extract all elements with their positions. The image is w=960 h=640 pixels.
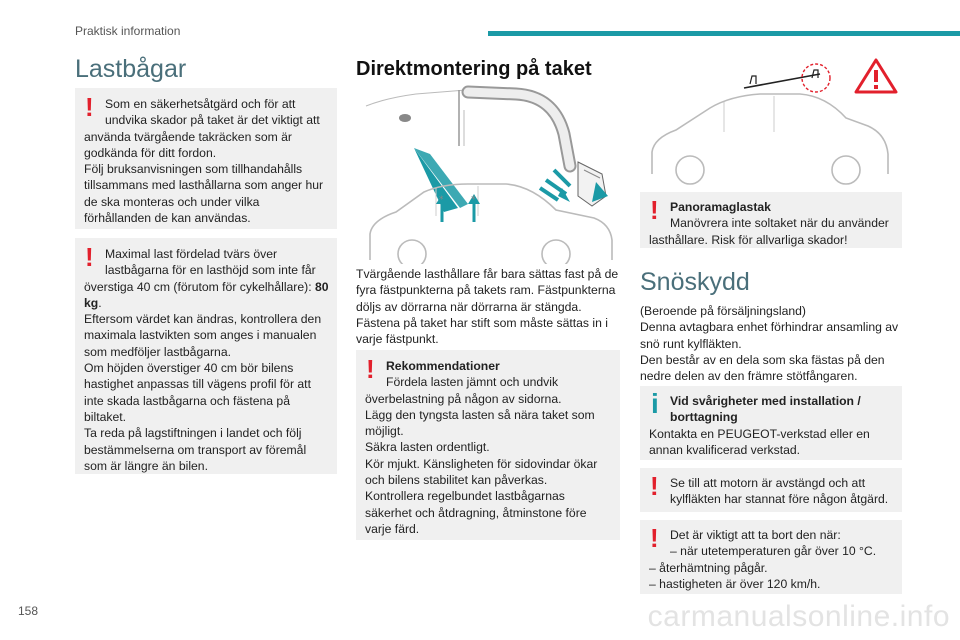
text-span: . xyxy=(98,295,102,310)
box-heading: Rekommendationer xyxy=(386,359,500,373)
warning-exclamation-icon: ! xyxy=(366,354,375,384)
box-line: kylfläkten har stannat före någon åtgärd. xyxy=(670,492,889,507)
warning-box-panoramic-roof xyxy=(640,192,902,248)
page-number: 158 xyxy=(18,604,39,618)
section-title-lastbagar: Lastbågar xyxy=(75,55,187,83)
box-line: undvika skador på taket är det viktigt att xyxy=(105,113,320,128)
box-text: – hastigheten är över 120 km/h. xyxy=(649,576,821,591)
box-line: Det är viktigt att ta bort den när: xyxy=(670,528,841,542)
box-text: överbelastning på någon av sidorna. xyxy=(365,391,562,406)
text-span: överstiga 40 cm (förutom för cykelhållare): xyxy=(84,279,315,294)
box-text: Säkra lasten ordentligt. xyxy=(365,440,490,455)
body-paragraph: Den består av en dela som ska fästas på den nedre delen av den främre stötfångaren. xyxy=(640,352,885,384)
box-text: Följ bruksanvisningen som tillhandahålls tillsammans med lasthållarna som anger hur de ska monteras och under vilka förhållanden de kan användas. xyxy=(84,162,324,226)
box-text xyxy=(79,279,329,312)
box-text: lasthållare. Risk för allvarliga skador! xyxy=(649,232,848,247)
max-load-value: 80 kg xyxy=(84,279,329,310)
box-heading: Vid svårigheter med installation / xyxy=(670,394,861,408)
box-text: Kör mjukt. Känsligheten för sidovindar ökar och bilens stabilitet kan påverkas. xyxy=(365,456,598,488)
box-line: Manövrera inte soltaket när du använder xyxy=(670,216,889,231)
mounting-paragraph: Tvärgående lasthållare får bara sättas fast på de fyra fästpunkterna på takets ram. Fästpunkterna döljs av dörrarna när dörrarna är stängda. Fästena på taket har stift som måste sättas in i varje fästpunkt. xyxy=(356,267,619,347)
box-text: Kontakta en PEUGEOT-verkstad eller en annan kvalificerad verkstad. xyxy=(649,426,870,457)
snoskydd-paragraphs xyxy=(640,303,904,384)
warning-exclamation-icon: ! xyxy=(650,523,659,553)
info-box-installation xyxy=(640,386,902,460)
box-text: Lägg den tyngsta lasten så nära taket som möjligt. xyxy=(365,407,595,439)
body-paragraph: Denna avtagbara enhet förhindrar ansamling av snö runt kylfläkten. xyxy=(640,320,899,351)
box-text: använda tvärgående takräcken som är godkända för ditt fordon. xyxy=(84,129,292,160)
svg-text:*: * xyxy=(471,195,476,205)
panoramic-roof-warning-illustration xyxy=(640,56,902,186)
body-paragraph: (Beroende på försäljningsland) xyxy=(640,304,806,318)
warning-box-remove-when xyxy=(640,520,902,594)
warning-exclamation-icon: ! xyxy=(85,242,94,272)
roof-mounting-illustration xyxy=(356,84,618,264)
box-line: Fördela lasten jämnt och undvik xyxy=(386,375,559,390)
running-header: Praktisk information xyxy=(75,24,181,38)
box-line: – när utetemperaturen går över 10 °C. xyxy=(670,544,877,559)
header-accent-bar xyxy=(488,31,960,36)
box-text: Eftersom värdet kan ändras, kontrollera den maximala lastvikten som anges i manualen som medföljer lastbågarna. xyxy=(84,312,322,359)
warning-exclamation-icon: ! xyxy=(650,471,659,501)
box-heading: Panoramaglastak xyxy=(670,200,771,214)
info-icon: i xyxy=(651,388,659,419)
box-line: Som en säkerhetsåtgärd och för att xyxy=(105,97,296,111)
warning-box-recommendations xyxy=(356,350,620,540)
box-text: – återhämtning pågår. xyxy=(649,560,768,575)
box-line: Maximal last fördelad tvärs över xyxy=(105,247,278,261)
section-title-direktmontering: Direktmontering på taket xyxy=(356,58,592,80)
svg-text:*: * xyxy=(439,195,444,205)
box-line: lastbågarna för en lasthöjd som inte får xyxy=(105,263,316,278)
warning-box-engine-off xyxy=(640,468,902,512)
warning-exclamation-icon: ! xyxy=(650,195,659,225)
box-text: Ta reda på lagstiftningen i landet och följ bestämmelserna om transport av föremål som är längre än bilen. xyxy=(84,426,307,473)
box-text: Kontrollera regelbundet lastbågarnas säkerhet och åtdragning, åtminstone före varje färd. xyxy=(365,489,587,536)
box-heading: borttagning xyxy=(670,410,738,425)
box-line: Se till att motorn är avstängd och att xyxy=(670,476,866,490)
section-title-snoskydd: Snöskydd xyxy=(640,268,750,296)
warning-box-max-load xyxy=(75,238,337,474)
warning-box-safety xyxy=(75,88,337,229)
box-text: Om höjden överstiger 40 cm bör bilens hastighet anpassas till vägens profil för att inte skada lastbågarna och fästena på biltaket. xyxy=(84,361,311,424)
watermark: carmanualsonline.info xyxy=(647,600,950,633)
warning-exclamation-icon: ! xyxy=(85,92,94,122)
